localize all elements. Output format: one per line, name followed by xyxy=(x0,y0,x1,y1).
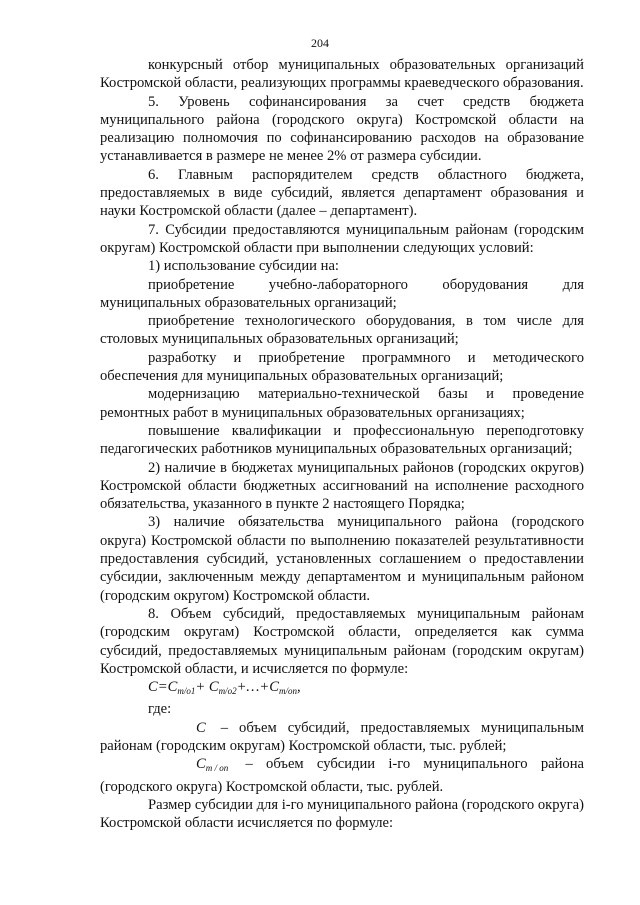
paragraph-item: приобретение учебно-лабораторного оборудования для муниципальных образовательных организаций; xyxy=(100,276,584,311)
paragraph: конкурсный отбор муниципальных образовательных организаций Костромской области, реализующих программы краеведческого образования. xyxy=(100,57,584,92)
definition-c xyxy=(100,719,584,756)
document-body xyxy=(100,56,584,832)
formula-tail: , xyxy=(296,679,301,696)
paragraph-item: разработку и приобретение программного и методического обеспечения для муниципальных образовательных организаций; xyxy=(100,349,584,385)
paragraph-condition-1: 1) использование субсидии на: xyxy=(148,258,339,275)
paragraph-clause-7: 7. Субсидии предоставляются муниципальным районам (городским округам) Костромской области при выполнении следующих условий: xyxy=(100,221,584,256)
symbol-c-mon xyxy=(148,755,228,777)
paragraph-condition-2: 2) наличие в бюджетах муниципальных районов (городских округов) Костромской области бюджетных ассигнований на исполнение расходного обязательства, указанного в пункте 2 настоящего Порядка; xyxy=(100,459,584,513)
formula-lhs: C=C xyxy=(148,679,178,696)
symbol-subscript: m / on xyxy=(205,763,229,774)
formula-sub-3: m/on xyxy=(278,686,297,697)
paragraph-final: Размер субсидии для i-го муниципального района (городского округа) Костромской области исчисляется по формуле: xyxy=(100,796,584,832)
symbol-base: C xyxy=(196,756,206,773)
definition-c-mon xyxy=(100,755,584,796)
paragraph-item: приобретение технологического оборудования, в том числе для столовых муниципальных образовательных организаций; xyxy=(100,313,584,348)
paragraph-clause-5: 5. Уровень софинансирования за счет средств бюджета муниципального района (городского округа) Костромской области на реализацию полномочия по софинансированию расходов на образование устанавливается в размере не менее 2% от размера субсидии. xyxy=(100,93,584,165)
paragraph-condition-3: 3) наличие обязательства муниципального района (городского округа) Костромской области по выполнению показателей результативности предоставления субсидий, установленных соглашением о предоставлении субсидии, заключенным между департаментом и муниципальным районом (городским округом) Костромской области. xyxy=(100,514,584,604)
formula-plus-1: + C xyxy=(195,679,219,696)
paragraph-clause-6: 6. Главным распорядителем средств областного бюджета, предоставляемых в виде субсидий, является департамент образования и науки Костромской области (далее – департамент). xyxy=(100,166,584,220)
page-number: 204 xyxy=(311,36,329,50)
symbol-c: C xyxy=(196,719,206,736)
definition-text: – объем субсидии i-го муниципального района (городского округа) Костромской области, тыс. рублей. xyxy=(100,756,584,795)
formula-sub-1: m/o1 xyxy=(177,686,196,697)
formula-plus-2: +…+C xyxy=(236,679,279,696)
paragraph-item: модернизацию материально-технической базы и проведение ремонтных работ в муниципальных образовательных организациях; xyxy=(100,386,584,421)
formula-sub-2: m/o2 xyxy=(218,686,237,697)
where-label: где: xyxy=(148,701,172,718)
paragraph-item: повышение квалификации и профессиональную переподготовку педагогических работников муниципальных образовательных организаций; xyxy=(100,422,584,458)
formula xyxy=(100,678,584,700)
definition-text: – объем субсидий, предоставляемых муниципальным районам (городским округам) Костромской области, тыс. рублей; xyxy=(100,719,584,754)
paragraph-clause-8: 8. Объем субсидий, предоставляемых муниципальным районам (городским округам) Костромской области, определяется как сумма субсидий, предоставляемых муниципальным районам (городским округам) Костромской области, и исчисляется по формуле: xyxy=(100,605,584,677)
